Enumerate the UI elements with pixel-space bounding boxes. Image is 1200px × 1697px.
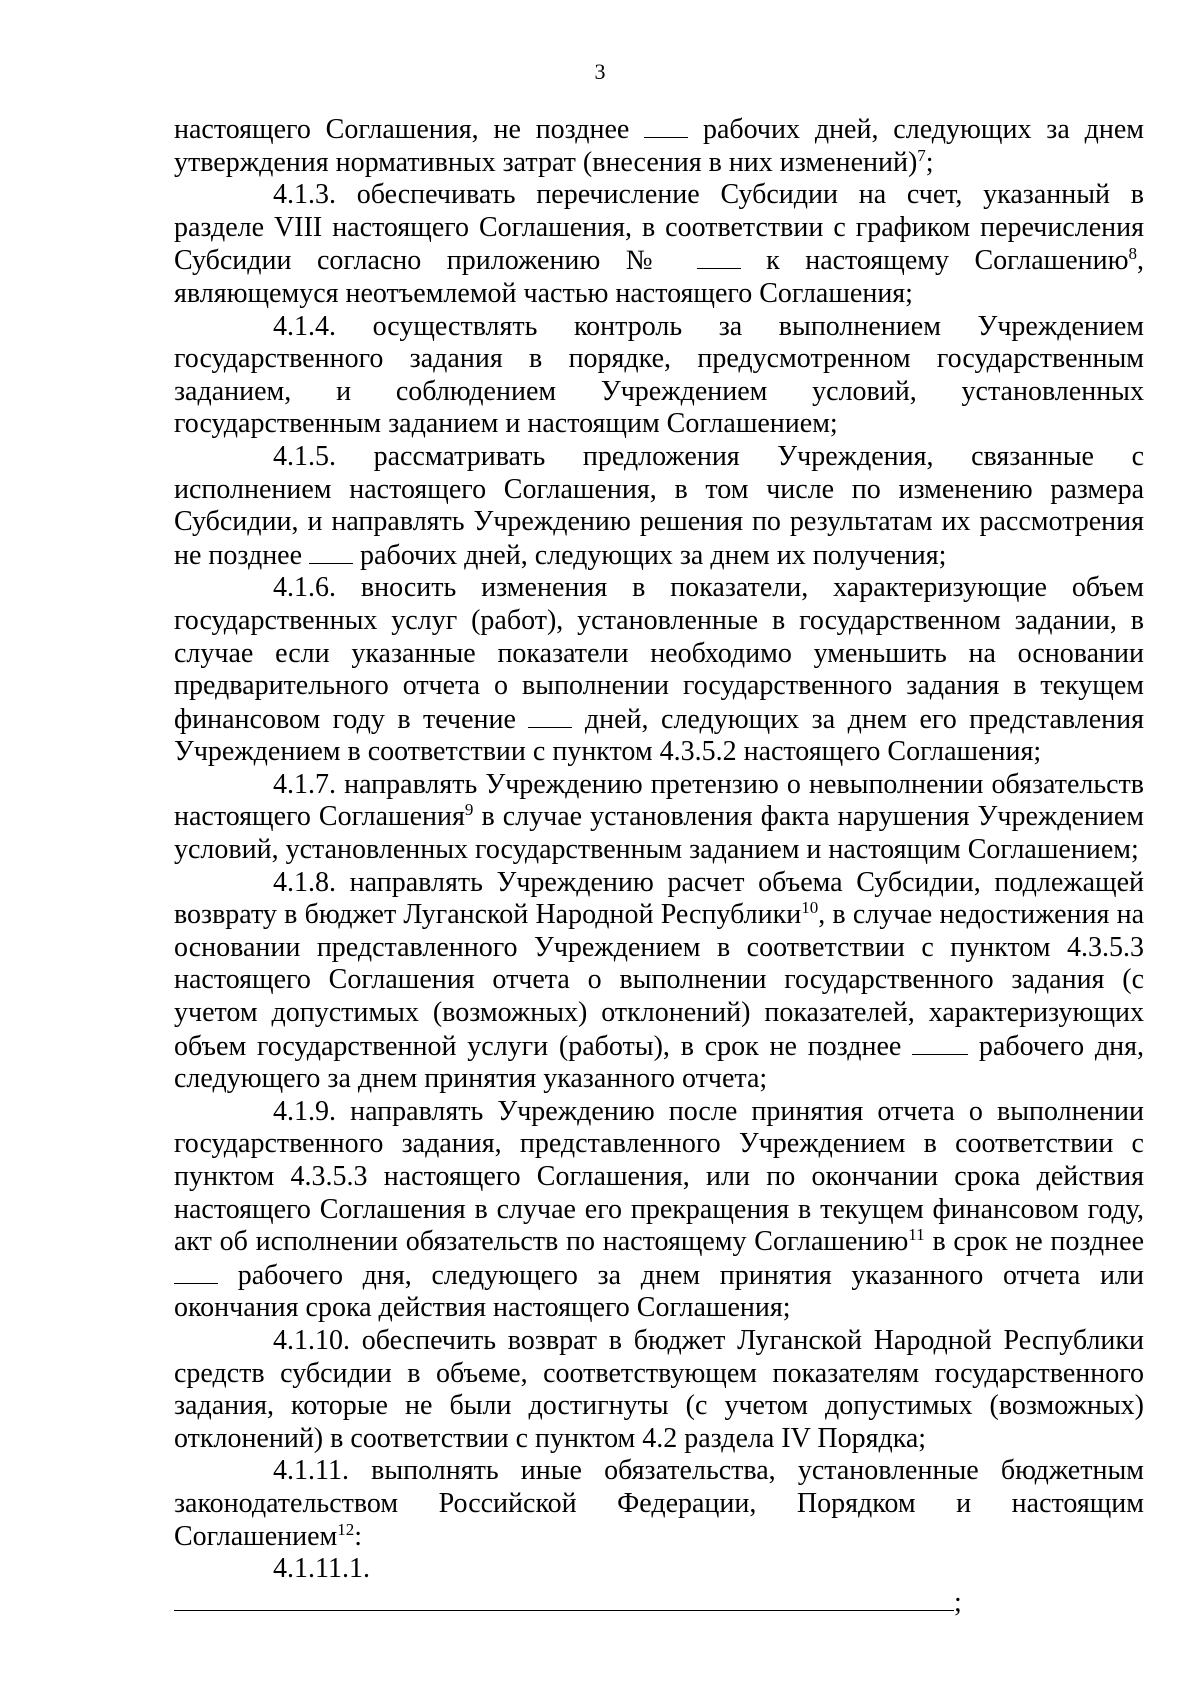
text: рабочих дней, следующих за днем утверждения нормативных затрат (внесения в них изменений) [174, 114, 1144, 178]
text: 4.1.11.1. [273, 1553, 370, 1585]
paragraph-4-1-4 [174, 311, 1144, 441]
text: 4.1.6. вносить изменения в показатели, характеризующие объем государственных услуг (работ), установленные в государственном задании, в случае если указанные показатели необходимо уменьшить на основании предварительного отчета о выполнении государственного задания в текущем финансовом году в течение [174, 572, 1144, 735]
paragraph-4-1-9 [174, 1096, 1144, 1325]
text: рабочего дня, следующего за днем принятия указанного отчета или окончания срока действия настоящего Соглашения; [174, 1259, 1144, 1324]
page-number: 3 [594, 59, 606, 84]
paragraph-continuation [174, 113, 1144, 179]
text: в срок не позднее [932, 1226, 1144, 1258]
text: рабочих дней, следующих за днем их получения; [360, 539, 947, 571]
text: 4.1.9. направлять Учреждению после принятия отчета о выполнении государственного задания, представленного Учреждением в соответствии с пунктом 4.3.5.3 настоящего Соглашения, или по окончании срока действия настоящего Соглашения в случае его прекращения в текущем финансовом году, акт об исполнении обязательств по настоящему Соглашению [174, 1095, 1144, 1258]
paragraph-4-1-10 [174, 1325, 1144, 1455]
text: , являющемуся неотъемлемой частью настоящего Соглашения; [174, 245, 1145, 309]
text: в случае установления факта нарушения Учреждением условий, установленных государственным заданием и настоящим Соглашением; [174, 801, 1145, 866]
paragraph-4-1-11 [174, 1455, 1144, 1553]
paragraph-4-1-6 [174, 572, 1144, 769]
fill-in-blank[interactable] [528, 703, 572, 728]
text: 4.1.10. обеспечить возврат в бюджет Луганской Народной Республики средств субсидии в объеме, соответствующем показателям государственного задания, которые не были достигнуты (с учетом допустимых (возможных) отклонений) в соответствии с пунктом 4.2 раздела IV Порядка; [174, 1324, 1144, 1454]
fill-in-blank[interactable] [174, 1259, 218, 1284]
fill-in-blank[interactable] [644, 113, 688, 138]
paragraph-4-1-7 [174, 769, 1144, 867]
text: рабочего дня, следующего за днем принятия указанного отчета; [174, 1030, 1145, 1095]
text: , в случае недостижения на основании представленного Учреждением в соответствии с пунктом 4.3.5.3 настоящего Соглашения отчета о выполнении государственного задания (с учетом допустимых (возможных) отклонений) показателей, характеризующих объем государственной услуги (работы), в срок не позднее [174, 899, 1144, 1062]
footnote-ref: 11 [908, 1225, 925, 1245]
document-body [174, 113, 1144, 1619]
paragraph-4-1-11-1 [174, 1553, 1144, 1619]
text: 4.1.3. обеспечивать перечисление Субсидии на счет, указанный в разделе VIII настоящего Соглашения, в соответствии с графиком перечисления Субсидии согласно приложению № [174, 179, 1144, 277]
text: 4.1.11. выполнять иные обязательства, установленные бюджетным законодательством Российской Федерации, Порядком и настоящим Соглашением [174, 1455, 1144, 1552]
text: 4.1.8. направлять Учреждению расчет объема Субсидии, подлежащей возврату в бюджет Луганской Народной Республики [174, 866, 1144, 931]
paragraph-4-1-3 [174, 179, 1144, 310]
fill-in-blank[interactable] [309, 539, 353, 564]
text: 4.1.5. рассматривать предложения Учреждения, связанные с исполнением настоящего Соглашения, в том числе по изменению размера Субсидии, и направлять Учреждению решения по результатам их рассмотрения не позднее [174, 440, 1144, 571]
text: настоящего Соглашения, не позднее [174, 114, 630, 145]
footnote-ref: 9 [464, 800, 474, 820]
paragraph-4-1-8 [174, 867, 1144, 1096]
fill-in-blank[interactable] [697, 244, 741, 269]
text: 4.1.7. направлять Учреждению претензию о невыполнении обязательств настоящего Соглашения [174, 768, 1144, 833]
footnote-ref: 10 [801, 898, 819, 918]
footnote-ref: 7 [917, 145, 926, 165]
text: дней, следующих за днем его представления Учреждением в соответствии с пунктом 4.3.5.2 настоящего Соглашения; [174, 703, 1144, 768]
fill-in-line[interactable] [174, 1586, 954, 1611]
text: к настоящему Соглашению [766, 245, 1129, 277]
text: ; [954, 1586, 962, 1618]
fill-in-blank[interactable] [912, 1030, 968, 1055]
text: 4.1.4. осуществлять контроль за выполнением Учреждением государственного задания в порядке, предусмотренном государственным заданием, и соблюдением Учреждением условий, установленных государственным заданием и настоящим Соглашением; [174, 310, 1144, 440]
footnote-ref: 12 [337, 1519, 355, 1539]
text: ; [925, 146, 934, 178]
paragraph-4-1-5 [174, 441, 1144, 572]
text: : [354, 1520, 363, 1552]
footnote-ref: 8 [1128, 244, 1138, 264]
